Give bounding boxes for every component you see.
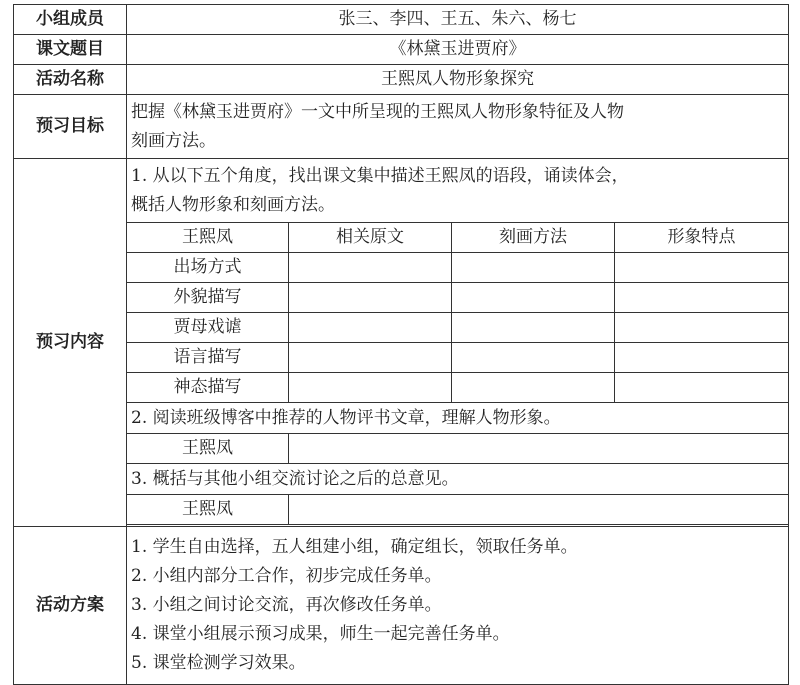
task1-text	[127, 159, 789, 223]
plan-step: 3. 小组之间讨论交流，再次修改任务单。	[131, 595, 442, 615]
members-label: 小组成员	[14, 5, 127, 35]
task1-line: 1. 从以下五个角度，找出课文集中描述王熙凤的语段，诵读体会，	[131, 165, 629, 186]
blank-cell[interactable]	[452, 313, 615, 343]
task2-text: 2. 阅读班级博客中推荐的人物评书文章，理解人物形象。	[127, 403, 789, 434]
task2-answer-cell[interactable]	[289, 434, 789, 464]
goal-line: 刻画方法。	[131, 130, 216, 151]
angle-label: 神态描写	[127, 373, 289, 403]
blank-cell[interactable]	[289, 253, 452, 283]
goal-text	[127, 95, 789, 159]
content-label: 预习内容	[14, 159, 127, 527]
blank-cell[interactable]	[452, 343, 615, 373]
activity-name: 王熙凤人物形象探究	[127, 65, 789, 95]
task3-text: 3. 概括与其他小组交流讨论之后的总意见。	[127, 464, 789, 495]
header-method: 刻画方法	[452, 223, 615, 253]
blank-cell[interactable]	[289, 283, 452, 313]
plan-step: 2. 小组内部分工合作，初步完成任务单。	[131, 566, 442, 586]
angle-row	[14, 313, 789, 343]
lesson-title: 《林黛玉进贾府》	[127, 35, 789, 65]
header-source-text: 相关原文	[289, 223, 452, 253]
blank-cell[interactable]	[452, 373, 615, 403]
activity-row	[14, 65, 789, 95]
content-task2-row	[14, 403, 789, 434]
task2-row-label: 王熙凤	[127, 434, 289, 464]
blank-cell[interactable]	[615, 373, 789, 403]
plan-step: 1. 学生自由选择，五人组建小组，确定组长，领取任务单。	[131, 537, 578, 557]
angle-row	[14, 283, 789, 313]
header-wangxifeng: 王熙凤	[127, 223, 289, 253]
angle-table-header	[14, 223, 789, 253]
angle-label: 贾母戏谑	[127, 313, 289, 343]
blank-cell[interactable]	[615, 253, 789, 283]
angle-label: 出场方式	[127, 253, 289, 283]
goal-line: 把握《林黛玉进贾府》一文中所呈现的王熙凤人物形象特征及人物	[131, 101, 624, 122]
blank-cell[interactable]	[452, 283, 615, 313]
plan-step: 4. 课堂小组展示预习成果，师生一起完善任务单。	[131, 624, 510, 644]
header-traits: 形象特点	[615, 223, 789, 253]
blank-cell[interactable]	[615, 283, 789, 313]
blank-cell[interactable]	[452, 253, 615, 283]
blank-cell[interactable]	[289, 313, 452, 343]
blank-cell[interactable]	[615, 343, 789, 373]
angle-row	[14, 373, 789, 403]
lesson-label: 课文题目	[14, 35, 127, 65]
content-task1-row	[14, 159, 789, 223]
members-value: 张三、李四、王五、朱六、杨七	[127, 5, 789, 35]
plan-steps	[127, 527, 789, 685]
angle-label: 语言描写	[127, 343, 289, 373]
plan-label: 活动方案	[14, 527, 127, 685]
blank-cell[interactable]	[615, 313, 789, 343]
blank-cell[interactable]	[289, 373, 452, 403]
task3-row-label: 王熙凤	[127, 495, 289, 525]
task3-answer-cell[interactable]	[289, 495, 789, 525]
plan-step: 5. 课堂检测学习效果。	[131, 653, 306, 673]
goal-row	[14, 95, 789, 159]
activity-label: 活动名称	[14, 65, 127, 95]
lesson-row	[14, 35, 789, 65]
task-sheet-table	[13, 4, 789, 685]
members-row	[14, 5, 789, 35]
goal-label: 预习目标	[14, 95, 127, 159]
angle-row	[14, 343, 789, 373]
angle-label: 外貌描写	[127, 283, 289, 313]
task2-answer-row	[14, 434, 789, 464]
angle-row	[14, 253, 789, 283]
task1-line: 概括人物形象和刻画方法。	[131, 194, 335, 215]
blank-cell[interactable]	[289, 343, 452, 373]
content-task3-row	[14, 464, 789, 495]
task3-answer-row	[14, 495, 789, 525]
plan-row	[14, 527, 789, 685]
